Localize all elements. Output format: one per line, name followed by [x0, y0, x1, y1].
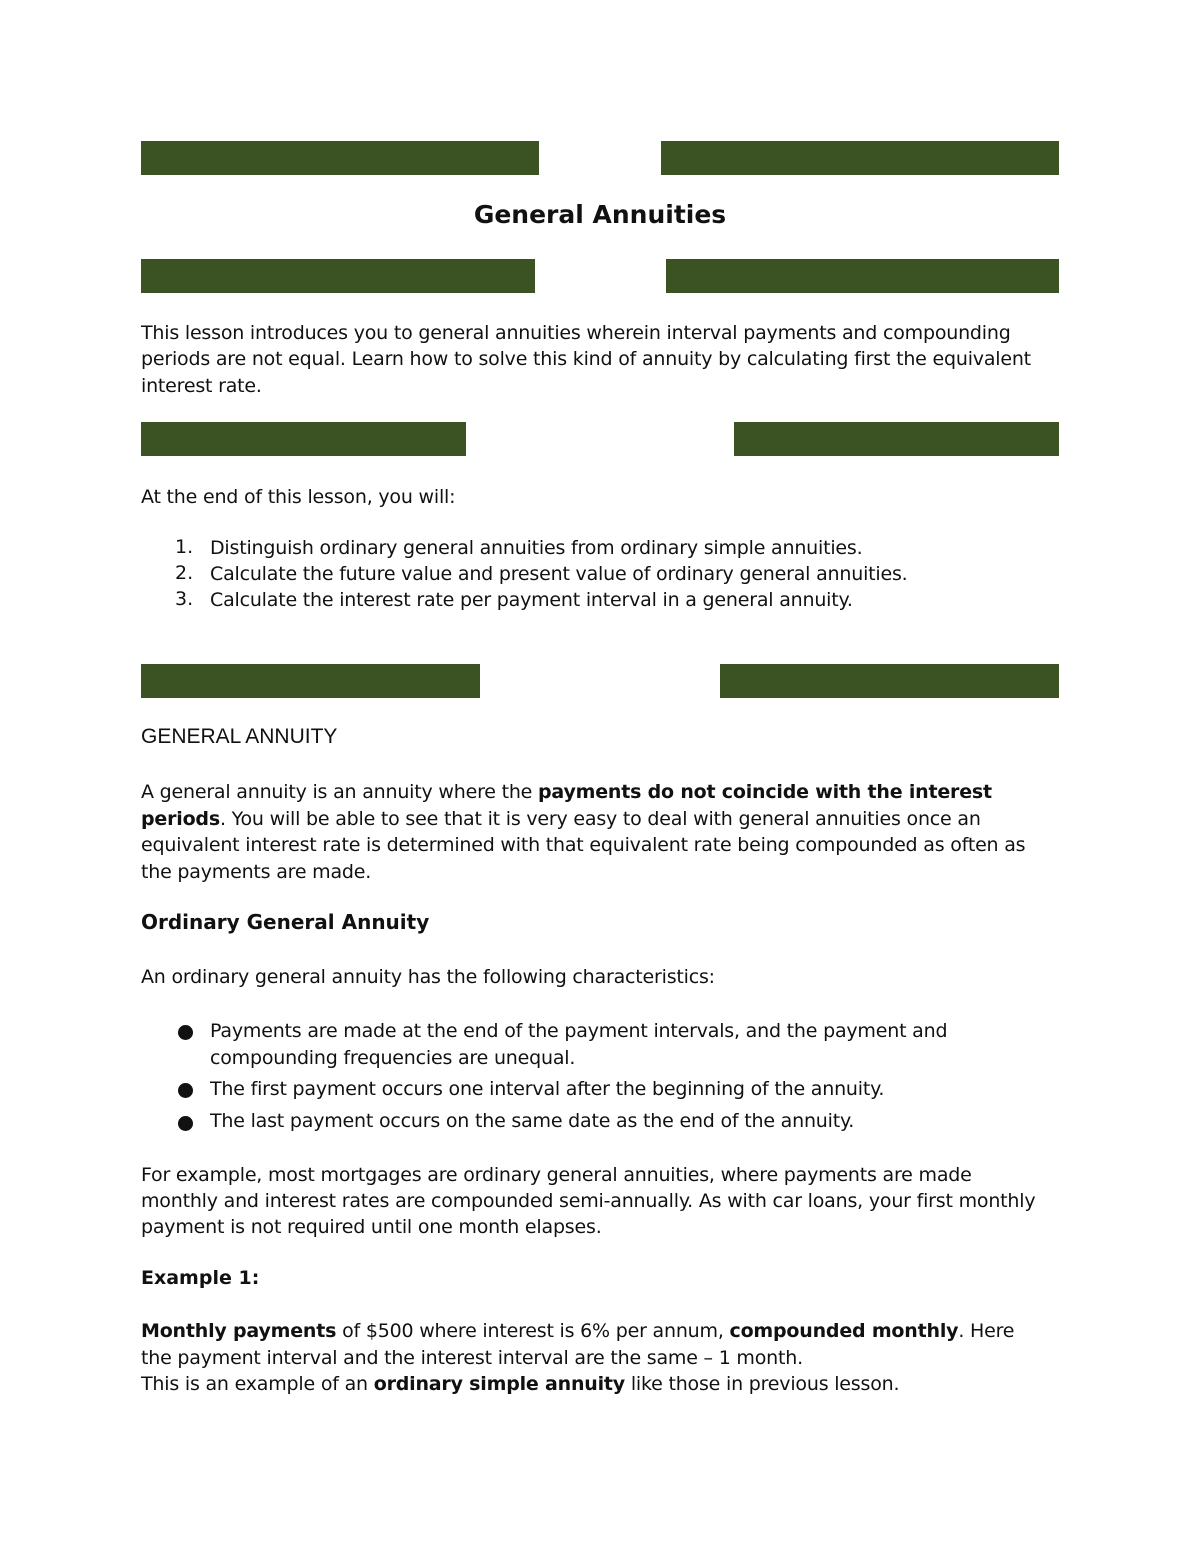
example-line	[141, 1318, 1014, 1344]
definition-line	[141, 806, 981, 832]
title-bar-top-right	[661, 141, 1059, 175]
example-text: . Here	[958, 1320, 1015, 1342]
example-emphasis: compounded monthly	[729, 1320, 959, 1342]
characteristics-lead: An ordinary general annuity has the following characteristics:	[141, 966, 715, 988]
bullet-text: Payments are made at the end of the payment intervals, and the payment and	[210, 1020, 948, 1042]
subheading: Ordinary General Annuity	[141, 910, 430, 934]
title-bar-bottom-right	[666, 259, 1059, 293]
section-bar-right	[720, 664, 1059, 698]
page-title: General Annuities	[473, 200, 727, 229]
example-label: Example 1:	[141, 1267, 260, 1289]
intro-line: This lesson introduces you to general annuities wherein interval payments and compounding	[141, 322, 1011, 344]
bullet-text: The last payment occurs on the same date as the end of the annuity.	[210, 1110, 855, 1132]
bullet-icon	[178, 1083, 193, 1098]
example-text: of $500 where interest is 6% per annum,	[336, 1320, 730, 1342]
mortgage-line: monthly and interest rates are compounded semi-annually. As with car loans, your first monthly	[141, 1190, 1036, 1212]
example-line	[141, 1371, 899, 1397]
definition-emphasis: payments do not coincide with the interest	[538, 781, 992, 803]
example-line: the payment interval and the interest interval are the same – 1 month.	[141, 1347, 803, 1369]
definition-line	[141, 779, 992, 805]
objective-number: 1.	[175, 536, 194, 558]
objectives-lead: At the end of this lesson, you will:	[141, 486, 456, 508]
section-bar-left	[141, 664, 480, 698]
bullet-icon	[178, 1116, 193, 1131]
objective-text: Calculate the future value and present value of ordinary general annuities.	[210, 563, 908, 585]
mortgage-line: For example, most mortgages are ordinary general annuities, where payments are made	[141, 1164, 972, 1186]
objectives-bar-left	[141, 422, 466, 456]
objective-text: Calculate the interest rate per payment interval in a general annuity.	[210, 589, 853, 611]
objectives-bar-right	[734, 422, 1059, 456]
example-text: This is an example of an	[141, 1373, 374, 1395]
example-text: like those in previous lesson.	[625, 1373, 900, 1395]
definition-line: equivalent interest rate is determined with that equivalent rate being compounded as often as	[141, 834, 1026, 856]
bullet-text: compounding frequencies are unequal.	[210, 1047, 576, 1069]
bullet-text: The first payment occurs one interval after the beginning of the annuity.	[210, 1078, 885, 1100]
definition-text: A general annuity is an annuity where the	[141, 781, 539, 803]
objective-text: Distinguish ordinary general annuities from ordinary simple annuities.	[210, 537, 863, 559]
mortgage-line: payment is not required until one month elapses.	[141, 1216, 602, 1238]
title-bar-bottom-left	[141, 259, 535, 293]
definition-emphasis: periods	[141, 808, 220, 830]
intro-line: periods are not equal. Learn how to solve this kind of annuity by calculating first the equivalent	[141, 348, 1031, 370]
example-emphasis: ordinary simple annuity	[373, 1373, 625, 1395]
definition-text: . You will be able to see that it is very easy to deal with general annuities once an	[219, 808, 981, 830]
objective-number: 3.	[175, 588, 194, 610]
bullet-icon	[178, 1025, 193, 1040]
objective-number: 2.	[175, 562, 194, 584]
section-heading: GENERAL ANNUITY	[141, 725, 338, 748]
definition-line: the payments are made.	[141, 861, 372, 883]
title-bar-top-left	[141, 141, 539, 175]
example-emphasis: Monthly payments	[141, 1320, 337, 1342]
intro-line: interest rate.	[141, 375, 262, 397]
